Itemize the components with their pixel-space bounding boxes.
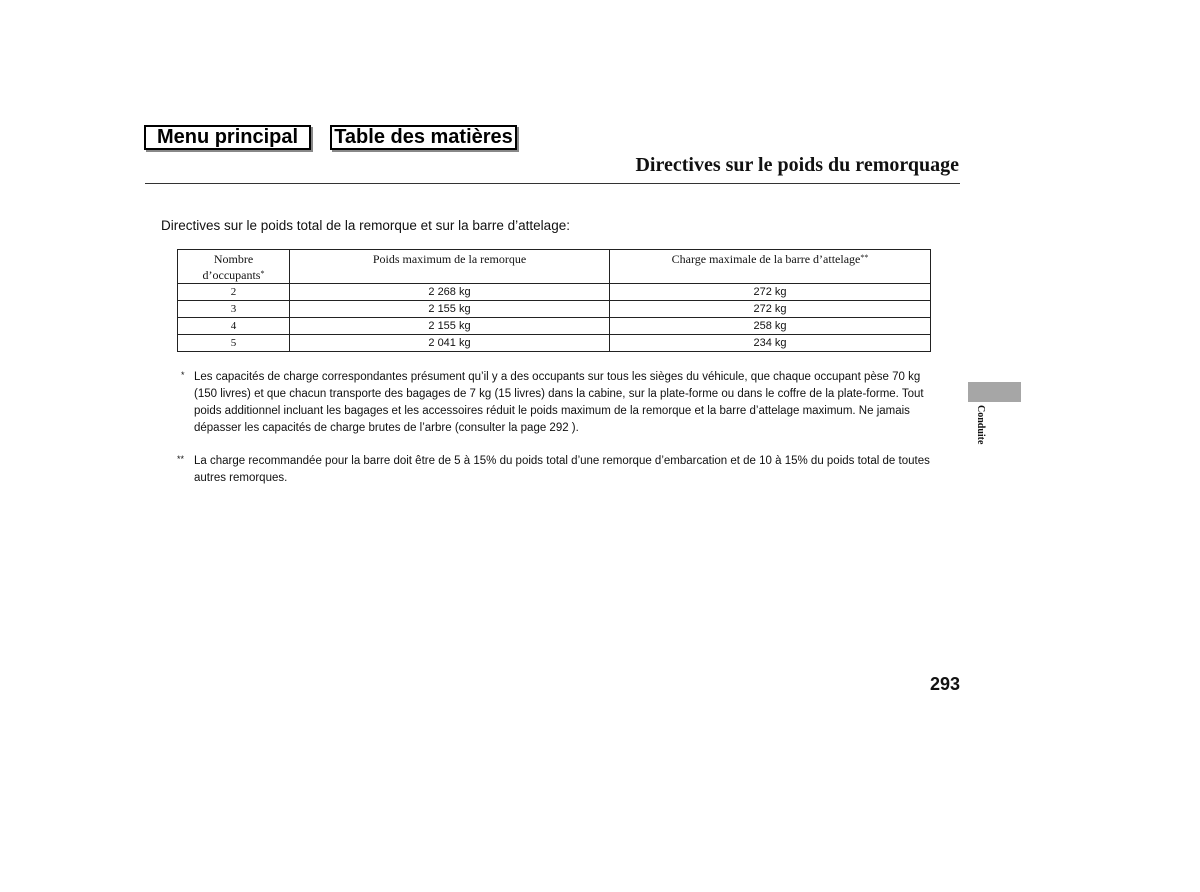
title-divider [145, 183, 960, 184]
header-occupants [178, 250, 290, 284]
cell-occupants: 4 [178, 318, 290, 335]
cell-max-trailer: 2 268 kg [290, 284, 610, 301]
cell-max-tongue: 272 kg [610, 284, 931, 301]
cell-occupants: 5 [178, 335, 290, 352]
header-max-tongue-mark: ** [860, 253, 869, 262]
table-of-contents-button[interactable]: Table des matières [330, 125, 517, 150]
cell-max-tongue: 272 kg [610, 301, 931, 318]
header-occupants-line2: d’occupants [202, 268, 261, 282]
cell-max-tongue: 258 kg [610, 318, 931, 335]
footnote-1-mark: * [181, 370, 185, 380]
header-occupants-mark: * [260, 269, 265, 278]
header-occupants-line1: Nombre [213, 252, 254, 266]
main-menu-button[interactable]: Menu principal [144, 125, 311, 150]
intro-text: Directives sur le poids total de la remorque et sur la barre d’attelage: [161, 218, 570, 233]
cell-max-trailer: 2 155 kg [290, 318, 610, 335]
table-row [178, 301, 931, 318]
section-label: Conduite [975, 405, 986, 445]
cell-max-tongue: 234 kg [610, 335, 931, 352]
cell-occupants: 3 [178, 301, 290, 318]
header-max-tongue-label: Charge maximale de la barre d’attelage [671, 252, 861, 266]
header-max-trailer [290, 250, 610, 284]
footnote-2-mark: ** [177, 454, 185, 464]
table-row [178, 335, 931, 352]
header-max-tongue [610, 250, 931, 284]
cell-max-trailer: 2 155 kg [290, 301, 610, 318]
page-title: Directives sur le poids du remorquage [635, 154, 959, 176]
header-max-trailer-label: Poids maximum de la remorque [372, 252, 527, 266]
table-header-row [178, 250, 931, 284]
cell-max-trailer: 2 041 kg [290, 335, 610, 352]
towing-weight-table [177, 249, 931, 352]
table-row [178, 318, 931, 335]
table-row [178, 284, 931, 301]
page-number: 293 [929, 674, 960, 694]
cell-occupants: 2 [178, 284, 290, 301]
section-tab [968, 382, 1021, 402]
footnote-2-text: La charge recommandée pour la barre doit être de 5 à 15% du poids total d’une remorque d’embarcation et de 10 à 15% du poids total de toutes autres remorques. [194, 455, 930, 484]
footnote-1-text: Les capacités de charge correspondantes présument qu’il y a des occupants sur tous les sièges du véhicule, que chaque occupant pèse 70 kg (150 livres) et que chacun transporte des bagages de 7 kg (15 livres) dans la cabine, sur la plate-forme ou dans le coffre de la plate-forme. Tout poids additionnel incluant les bagages et les accessoires réduit le poids maximum de la remorque et la barre d’attelage maximum. Ne jamais dépasser les capacités de charge brutes de l’arbre (consulter la page 292 ). [194, 371, 924, 434]
